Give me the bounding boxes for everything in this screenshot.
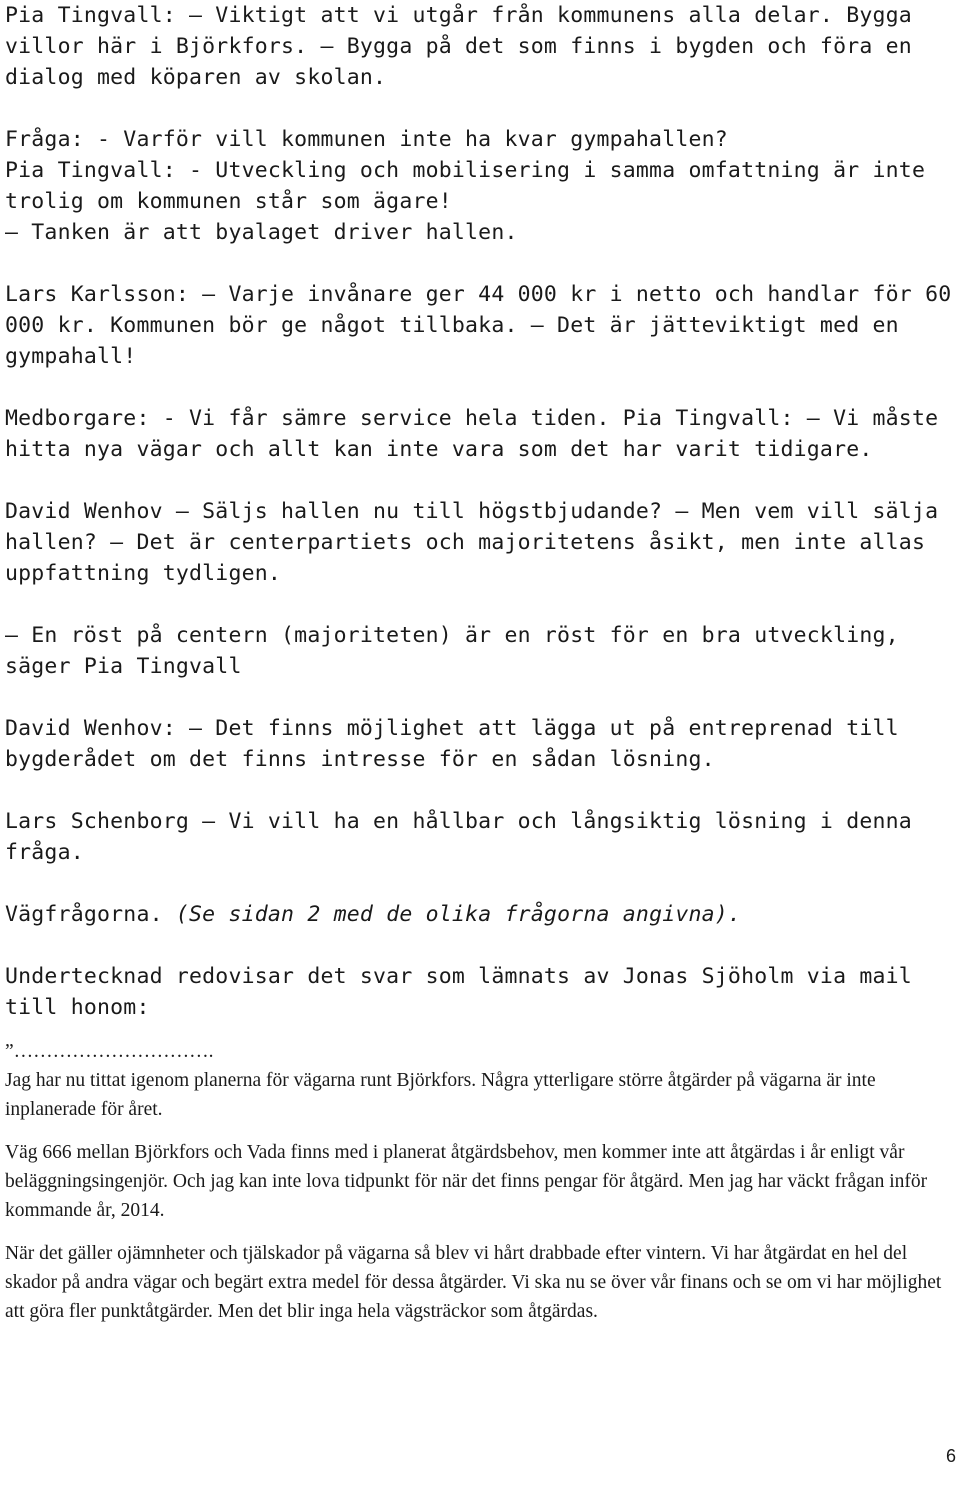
spacer: [0, 930, 960, 961]
spacer: [0, 248, 960, 279]
spacer: [0, 1023, 960, 1037]
paragraph-medborgare: Medborgare: - Vi får sämre service hela tiden. Pia Tingvall: — Vi måste hitta nya vägar och allt kan inte vara som det har varit tidigare.: [5, 406, 939, 462]
spacer: [0, 372, 960, 403]
paragraph-tanken: — Tanken är att byalaget driver hallen.: [5, 220, 518, 245]
spacer: [0, 1225, 960, 1239]
paragraph-lars-schenborg: Lars Schenborg — Vi vill ha en hållbar och långsiktig lösning i denna fråga.: [5, 809, 912, 865]
mail-paragraph-1: Jag har nu tittat igenom planerna för vägarna runt Björkfors. Några ytterligare större åtgärder på vägarna är inte inplanerade för året.: [5, 1070, 876, 1120]
page-number: 6: [945, 1446, 956, 1466]
paragraph-pia-tingvall-2: Pia Tingvall: - Utveckling och mobilisering i samma omfattning är inte trolig om kommunen står som ägare!: [5, 158, 926, 214]
paragraph-lars-karlsson: Lars Karlsson: — Varje invånare ger 44 000 kr i netto och handlar för 60 000 kr. Kommunen bör ge något tillbaka. — Det är jätteviktigt med en gympahall!: [5, 282, 952, 369]
spacer: [0, 775, 960, 806]
spacer: [0, 589, 960, 620]
paragraph-pia-tingvall-1: Pia Tingvall: — Viktigt att vi utgår från kommunens alla delar. Bygga villor här i Björkfors. — Bygga på det som finns i bygden och föra en dialog med köparen av skolan.: [5, 3, 912, 90]
spacer: [0, 682, 960, 713]
quote-open: ”………………………….: [5, 1041, 214, 1062]
paragraph-david-wenhov-1: David Wenhov — Säljs hallen nu till högstbjudande? — Men vem vill sälja hallen? — Det är centerpartiets och majoritetens åsikt, men inte allas uppfattning tydligen.: [5, 499, 939, 586]
spacer: [0, 1124, 960, 1138]
paragraph-vagfragorna: [0, 899, 960, 930]
spacer: [0, 465, 960, 496]
paragraph-en-rost: — En röst på centern (majoriteten) är en röst för en bra utveckling, säger Pia Tingvall: [5, 623, 899, 679]
vagfragorna-label: Vägfrågorna.: [5, 902, 163, 927]
spacer: [0, 868, 960, 899]
mail-paragraph-3: När det gäller ojämnheter och tjälskador på vägarna så blev vi hårt drabbade efter vintern. Vi har åtgärdat en hel del skador på andra vägar och begärt extra medel för dessa åtgärder. Vi ska nu se över vår finans och se om vi har möjlighet att göra fler punktåtgärder. Men det blir inga hela vägsträckor som åtgärdas.: [5, 1243, 942, 1322]
vagfragorna-note: (Se sidan 2 med de olika frågorna angivna).: [175, 902, 742, 927]
paragraph-david-wenhov-2: David Wenhov: — Det finns möjlighet att lägga ut på entreprenad till bygderådet om det finns intresse för en sådan lösning.: [5, 716, 899, 772]
paragraph-fraga: Fråga: - Varför vill kommunen inte ha kvar gympahallen?: [5, 127, 728, 152]
spacer: [0, 93, 960, 124]
mail-paragraph-2: Väg 666 mellan Björkfors och Vada finns med i planerat åtgärdsbehov, men kommer inte att åtgärdas i år enligt vår beläggningsingenjör. Och jag kan inte lova tidpunkt för när det finns pengar för åtgärd. Men jag har väckt frågan inför kommande år, 2014.: [5, 1142, 928, 1221]
paragraph-undertecknad: Undertecknad redovisar det svar som lämnats av Jonas Sjöholm via mail till honom:: [5, 964, 912, 1020]
